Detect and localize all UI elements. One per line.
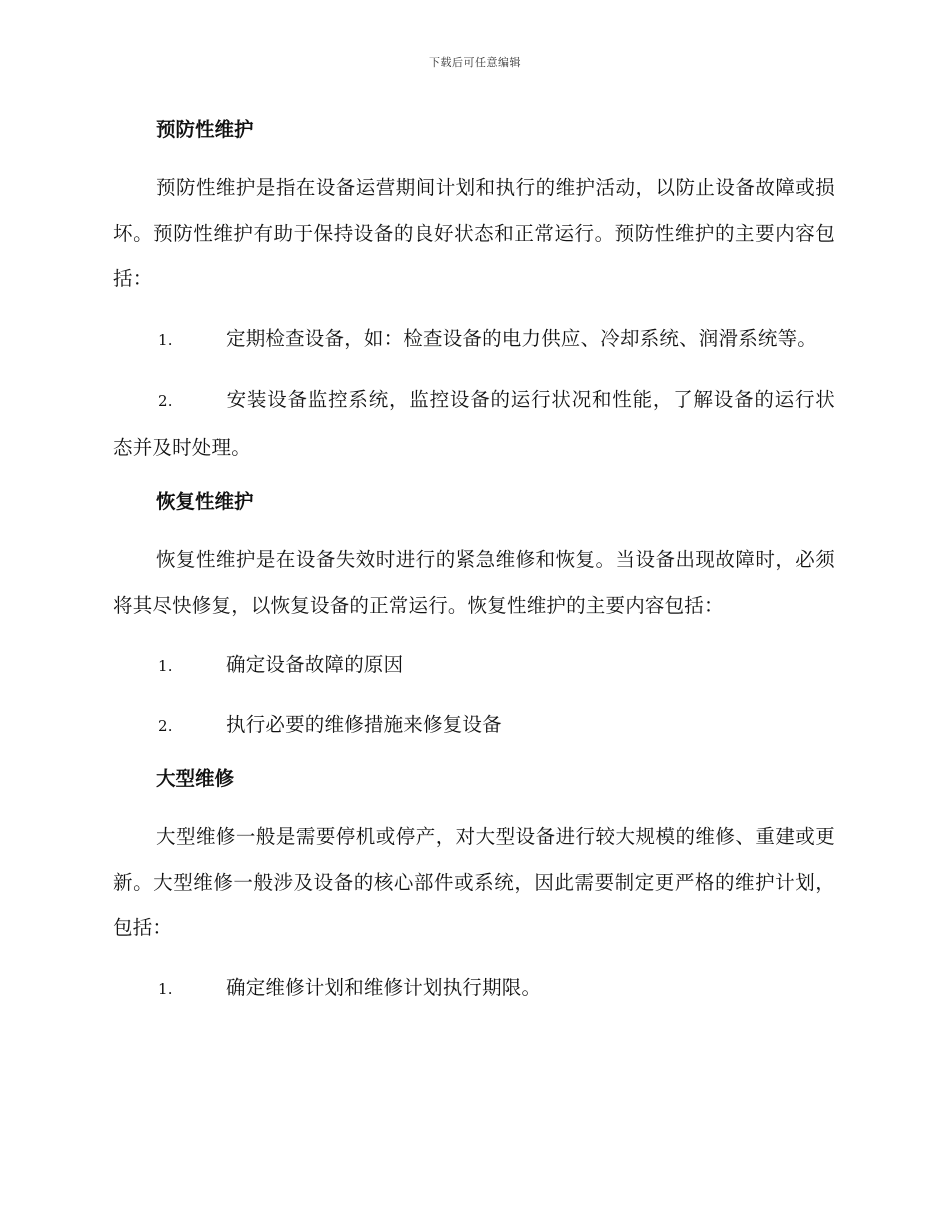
list-item-text: 确定设备故障的原因 [226,653,404,676]
list-item [113,377,835,470]
list-item [113,965,835,1013]
list-item [113,702,835,750]
section-preventive-maintenance [113,112,835,470]
list-item-number: 1. [158,657,173,675]
section-heading: 预防性维护 [156,118,254,141]
list-item-text: 安装设备监控系统，监控设备的运行状况和性能，了解设备的运行状态并及时处理。 [113,388,835,459]
list-item-text: 执行必要的维修措施来修复设备 [226,712,502,736]
section-paragraph: 大型维修一般是需要停机或停产，对大型设备进行较大规模的维修、重建或更新。大型维修一般涉及设备的核心部件或系统，因此需要制定更严格的维护计划，包括： [113,825,835,939]
header-note: 下载后可任意编辑 [429,56,521,69]
section-paragraph: 恢复性维护是在设备失效时进行的紧急维修和恢复。当设备出现故障时，必须将其尽快修复，以恢复设备的正常运行。恢复性维护的主要内容包括： [113,548,835,617]
section-heading: 大型维修 [156,767,235,790]
list-item-number: 1. [158,979,173,998]
section-heading: 恢复性维护 [156,490,254,513]
list-item-text: 确定维修计划和维修计划执行期限。 [226,975,542,999]
section-corrective-maintenance [113,484,835,749]
list-item-number: 2. [158,392,173,410]
list-item [113,642,835,690]
list-item [113,316,835,364]
list-item-number: 2. [158,716,173,735]
document-body [113,112,835,1024]
list-item-number: 1. [158,330,173,349]
section-major-repair [113,761,835,1012]
section-paragraph: 预防性维护是指在设备运营期间计划和执行的维护活动，以防止设备故障或损坏。预防性维护有助于保持设备的良好状态和正常运行。预防性维护的主要内容包括： [113,176,835,290]
list-item-text: 定期检查设备，如：检查设备的电力供应、冷却系统、润滑系统等。 [226,326,818,350]
